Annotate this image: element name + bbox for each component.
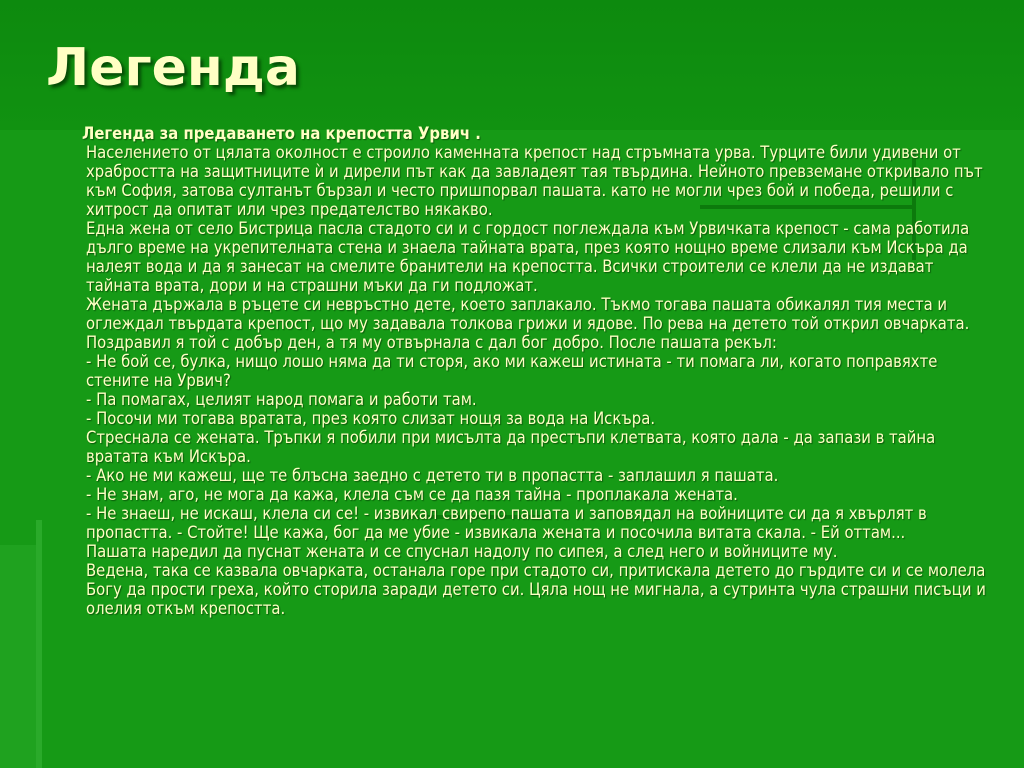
paragraph: Жената държала в ръцете си невръстно дете, което заплакало. Тъкмо тогава пашата обикалял тия места и оглеждал твърдата крепост, що му задавала толкова грижи и ядове. По рева на детето той открил овчарката. Поздравил я той с добър ден, а тя му отвърнала с дал бог добро. После пашата рекъл: — [86, 295, 970, 352]
legend-subtitle: Легенда за предаването на крепостта Урвич . — [82, 124, 481, 143]
dialogue-line: - Па помагах, целият народ помага и работи там. — [86, 390, 477, 409]
dialogue-line: - Посочи ми тогава вратата, през която слизат нощя за вода на Искъра. — [86, 409, 656, 428]
slide-body-text — [82, 124, 986, 618]
paragraph: Пашата наредил да пуснат жената и се спуснал надолу по сипея, а след него и войниците му. — [86, 542, 838, 561]
dialogue-line: - Не знам, аго, не мога да кажа, клела съм се да пазя тайна - проплакала жената. — [86, 485, 738, 504]
paragraph: Населението от цялата околност е строило каменната крепост над стръмната урва. Турците били удивени от храбростта на защитниците ѝ и дирели път как да завладеят тая твърдина. Нейното превземане откривало път към София, затова султанът бързал и често пришпорвал пашата. като не могли чрез бой и победа, решили с хитрост да опитат или чрез предателство някакво. — [86, 143, 983, 219]
decorative-stripe — [36, 520, 42, 768]
dialogue-line: - Не бой се, булка, нищо лошо няма да ти сторя, ако ми кажеш истината - ти помага ли, когато поправяхте стените на Урвич? — [86, 352, 938, 390]
decorative-block — [0, 545, 36, 768]
paragraph: Стреснала се жената. Тръпки я побили при мисълта да престъпи клетвата, която дала - да запази в тайна вратата към Искъра. — [86, 428, 936, 466]
dialogue-line: - Ако не ми кажеш, ще те блъсна заедно с детето ти в пропастта - заплашил я пашата. — [86, 466, 779, 485]
paragraph: Ведена, така се казвала овчарката, останала горе при стадото си, притискала детето до гърдите си и се молела Богу да прости греха, който сторила заради детето си. Цяла нощ не мигнала, а сутринта чула страшни писъци и олелия откъм крепостта. — [86, 561, 986, 618]
slide-title: Легенда — [46, 38, 300, 98]
paragraph: Една жена от село Бистрица пасла стадото си и с гордост поглеждала към Урвичката крепост - сама работила дълго време на укрепителната стена и знаела тайната врата, през която нощно време слизали към Искъра да налеят вода и да я занесат на смелите бранители на крепостта. Всички строители се клели да не издават тайната врата, дори и на страшни мъки да ги подложат. — [86, 219, 970, 295]
dialogue-line: - Не знаеш, не искаш, клела си се! - извикал свирепо пашата и заповядал на войниците си да я хвърлят в пропастта. - Стойте! Ще кажа, бог да ме убие - извикала жената и посочила витата скала. - Ей оттам... — [86, 504, 927, 542]
